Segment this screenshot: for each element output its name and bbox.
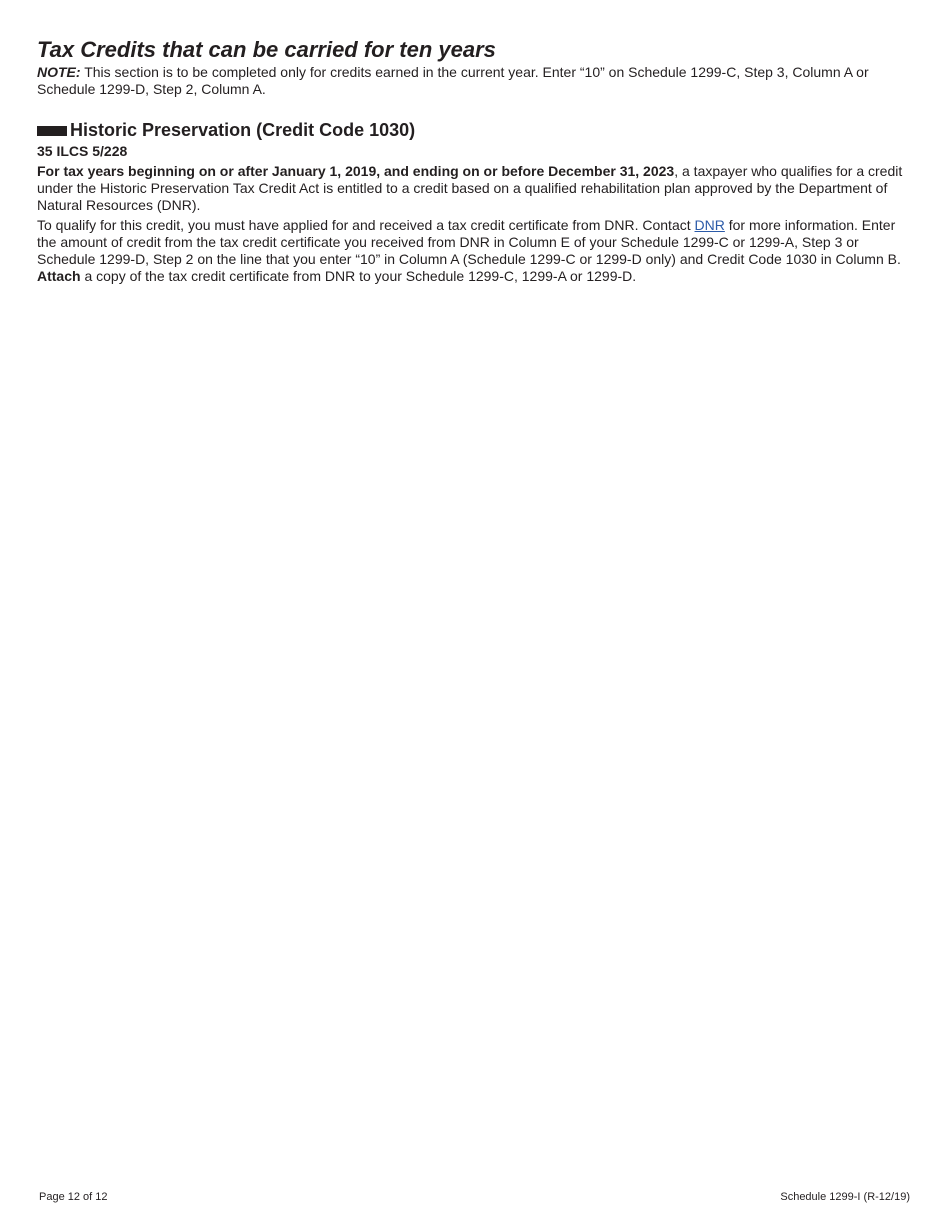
eligibility-paragraph (37, 163, 907, 214)
note-paragraph (37, 64, 907, 98)
form-id: Schedule 1299-I (R-12/19) (780, 1191, 910, 1203)
eligibility-bold: For tax years beginning on or after January 1, 2019, and ending on or before December 31, 2023 (37, 163, 675, 179)
qualify-text-before: To qualify for this credit, you must have applied for and received a tax credit certificate from DNR. Contact (37, 217, 695, 233)
attach-bold: Attach (37, 268, 81, 284)
note-label: NOTE: (37, 64, 81, 80)
statute-citation: 35 ILCS 5/228 (37, 143, 128, 159)
note-text: This section is to be completed only for credits earned in the current year. Enter “10” on Schedule 1299-C, Step 3, Column A or Schedule 1299-D, Step 2, Column A. (37, 64, 869, 97)
credit-title: Historic Preservation (Credit Code 1030) (70, 120, 416, 140)
qualify-paragraph (37, 217, 907, 285)
credit-heading (37, 119, 907, 141)
eligibility-text: , a taxpayer who qualifies for a credit under the Historic Preservation Tax Credit Act is entitled to a credit based on a qualified rehabilitation plan approved by the Department of Natural Resources (DNR). (37, 163, 903, 213)
document-page (37, 36, 907, 285)
dnr-link[interactable]: DNR (694, 217, 725, 233)
page-number: Page 12 of 12 (39, 1191, 108, 1203)
qualify-text-after: for more information. Enter the amount of credit from the tax credit certificate you received from DNR in Column E of your Schedule 1299-C or 1299-A, Step 3 or Schedule 1299-D, Step 2 on the line that you enter “10” in Column A (Schedule 1299-C or 1299-D only) and Credit Code 1030 in Column B. (37, 217, 901, 267)
section-marker-bar (37, 126, 67, 136)
attach-text: a copy of the tax credit certificate from DNR to your Schedule 1299-C, 1299-A or 1299-D. (80, 268, 637, 284)
section-heading: Tax Credits that can be carried for ten years (37, 37, 496, 62)
